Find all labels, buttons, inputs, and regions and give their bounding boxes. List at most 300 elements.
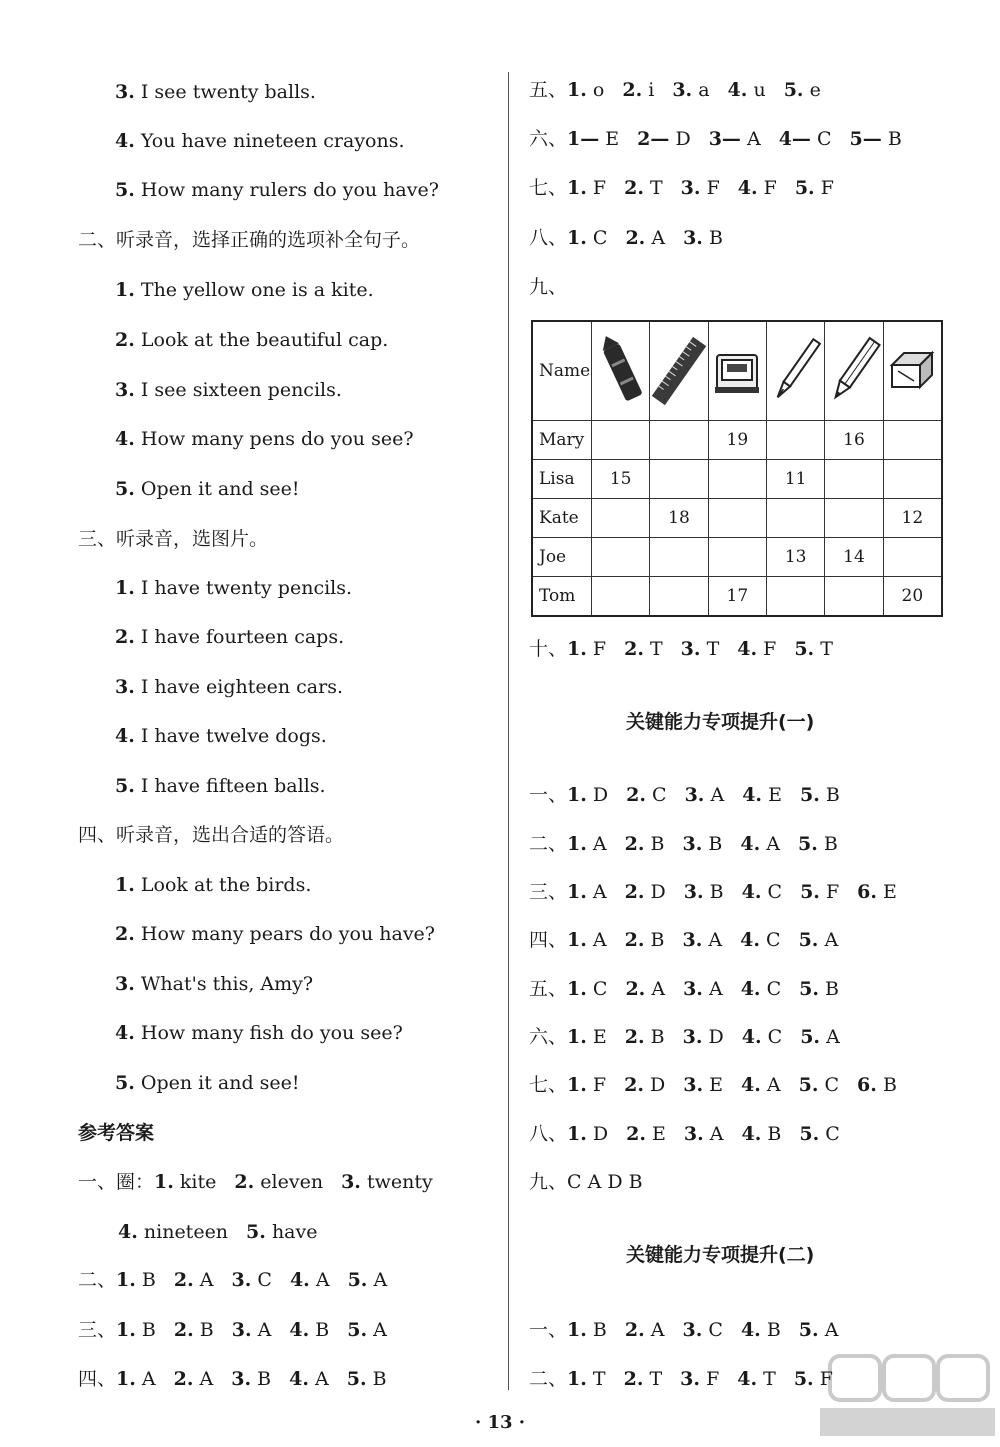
answer-item xyxy=(800,881,839,903)
answer-value: F xyxy=(763,638,777,660)
answer-value: A xyxy=(709,1123,724,1145)
sec3-item: 3. I have eighteen cars. xyxy=(115,676,343,698)
answer-item xyxy=(857,1074,897,1096)
answer-number: 5— xyxy=(849,128,882,150)
sec2-item: 4. How many pens do you see? xyxy=(115,428,414,450)
answer-item xyxy=(742,881,782,903)
answer-line xyxy=(529,783,858,807)
sec4-item: 5. Open it and see! xyxy=(115,1072,300,1094)
answer-value: A xyxy=(199,1269,214,1291)
answer-number: 1. xyxy=(567,978,587,1000)
answer-prefix: 二、 xyxy=(78,1269,117,1291)
table-cell: 15 xyxy=(592,460,650,499)
answer-item xyxy=(116,1269,156,1291)
answer-prefix: 一、 xyxy=(529,784,568,806)
answer-value: B xyxy=(315,1319,330,1341)
answer-item xyxy=(799,1123,839,1145)
answer-value: B xyxy=(708,227,723,249)
answer-prefix: 二、 xyxy=(529,833,568,855)
table-cell xyxy=(883,460,942,499)
table-cell xyxy=(592,421,650,460)
answer-item xyxy=(737,1368,776,1390)
answer-value: A xyxy=(373,1269,388,1291)
answer-item xyxy=(800,1026,840,1048)
answer-value: A xyxy=(141,1368,156,1390)
answer-item xyxy=(567,1026,607,1048)
answer-number: 1. xyxy=(567,1319,587,1341)
table-header-name: Name xyxy=(532,321,592,421)
answer-number: 5. xyxy=(799,978,819,1000)
answer-value: o xyxy=(592,79,605,101)
answer-item xyxy=(779,128,832,150)
answer-line xyxy=(529,1318,856,1342)
answer-item xyxy=(685,784,725,806)
table-cell xyxy=(883,538,942,577)
answer-number: 1. xyxy=(567,784,587,806)
answer-number: 3. xyxy=(680,177,701,199)
answer-number: 1. xyxy=(567,1074,587,1096)
table-cell: 17 xyxy=(708,577,766,617)
answer-item xyxy=(624,1368,663,1390)
line-5: 5. How many rulers do you have? xyxy=(115,179,439,201)
answer-item xyxy=(857,881,897,903)
answer-value: T xyxy=(592,1368,606,1390)
answer-prefix: 六、 xyxy=(529,1026,568,1048)
answer-value: A xyxy=(708,929,723,951)
answer-item xyxy=(567,881,607,903)
answer-item xyxy=(567,833,607,855)
answer-value: F xyxy=(592,1074,607,1096)
answer-number: 3. xyxy=(682,929,703,951)
answer-number: 1. xyxy=(567,1368,587,1390)
answer-number: 2. xyxy=(625,978,646,1000)
answer-item xyxy=(174,1319,214,1341)
sec4-item: 3. What's this, Amy? xyxy=(115,973,314,995)
answer-number: 2. xyxy=(624,881,645,903)
answer-number: 5. xyxy=(347,1269,368,1291)
section-4-title: 四、听录音，选出合适的答语。 xyxy=(78,824,345,846)
answer-item xyxy=(290,1269,330,1291)
answer-number: 1. xyxy=(567,881,587,903)
answer-line xyxy=(529,226,741,250)
answer-item xyxy=(741,978,781,1000)
answer-value: A xyxy=(708,978,723,1000)
table-row xyxy=(532,460,942,499)
answer-value: F xyxy=(825,881,840,903)
answer-item xyxy=(683,833,723,855)
table-cell-name: Joe xyxy=(532,538,592,577)
answer-number: 4. xyxy=(740,1074,761,1096)
answer-value: C xyxy=(767,881,783,903)
answer-value: C xyxy=(767,1026,783,1048)
answer-item xyxy=(626,784,666,806)
answer-item xyxy=(850,128,902,150)
answer-number: 5. xyxy=(800,1026,821,1048)
answer-item xyxy=(799,1074,839,1096)
answer-item xyxy=(567,227,607,249)
sec2-item: 3. I see sixteen pencils. xyxy=(115,379,342,401)
answer-item xyxy=(348,1269,388,1291)
line-4: 4. You have nineteen crayons. xyxy=(115,130,405,152)
answer-value: B xyxy=(199,1319,214,1341)
answer-item xyxy=(637,128,691,150)
table-cell xyxy=(650,538,708,577)
answer-item xyxy=(740,929,780,951)
answer-number: 3— xyxy=(708,128,741,150)
sec3-item: 4. I have twelve dogs. xyxy=(115,725,327,747)
answer-item xyxy=(289,1368,329,1390)
answer-value: E xyxy=(768,784,782,806)
answer-item xyxy=(174,1368,214,1390)
answer-number: 3. xyxy=(683,1074,704,1096)
answer-value: T xyxy=(649,1368,663,1390)
table-cell: 14 xyxy=(825,538,883,577)
table-cell xyxy=(650,460,708,499)
answer-value: C xyxy=(816,128,832,150)
answer-item xyxy=(231,1368,271,1390)
answer-number: 4. xyxy=(741,1123,762,1145)
answer-number: 3. xyxy=(683,227,703,249)
table-cell xyxy=(883,421,942,460)
table-header-row xyxy=(532,321,942,421)
answer-item xyxy=(794,638,833,660)
answer-item xyxy=(799,978,839,1000)
answer-number: 5. xyxy=(794,177,815,199)
answer-line xyxy=(529,127,920,151)
answer-line xyxy=(529,1025,858,1049)
answer-item xyxy=(799,929,839,951)
answer-value: B xyxy=(825,784,840,806)
answer-value: A xyxy=(315,1368,329,1390)
sec3-item: 2. I have fourteen caps. xyxy=(115,626,345,648)
answer-value: A xyxy=(746,128,761,150)
answer-item xyxy=(683,227,723,249)
answer-item xyxy=(625,227,665,249)
answer-item xyxy=(567,1123,608,1145)
sec4-item: 1. Look at the birds. xyxy=(115,874,312,896)
answer-value: F xyxy=(592,177,607,199)
answer-value: D xyxy=(592,784,609,806)
answer-value: B xyxy=(592,1319,607,1341)
answer-line xyxy=(529,880,915,904)
column-divider xyxy=(508,72,509,1390)
page-number: · 13 · xyxy=(474,1412,526,1433)
answer-value: F xyxy=(706,177,720,199)
answer-item xyxy=(683,978,723,1000)
answer-value: B xyxy=(650,1026,665,1048)
answer-prefix: 四、 xyxy=(78,1368,117,1390)
answer-item xyxy=(622,79,654,101)
answer-number: 1. xyxy=(567,79,587,101)
answer-value: B xyxy=(372,1368,387,1390)
answer-item xyxy=(741,1074,781,1096)
table-cell-name: Kate xyxy=(532,499,592,538)
answer-value: C xyxy=(825,1123,840,1145)
answer-number: 5. xyxy=(794,638,815,660)
sec3-item: 1. I have twenty pencils. xyxy=(115,577,353,599)
table-cell: 18 xyxy=(650,499,708,538)
answer-item xyxy=(681,177,720,199)
answer-value: A xyxy=(650,1319,665,1341)
table-cell: 11 xyxy=(766,460,824,499)
answer-value: D xyxy=(708,1026,724,1048)
answer-value: F xyxy=(763,177,777,199)
table-cell xyxy=(708,538,766,577)
answer-line xyxy=(529,832,856,856)
answer-value: F xyxy=(820,177,834,199)
pen-icon xyxy=(766,321,824,421)
sec4-item: 2. How many pears do you have? xyxy=(115,923,435,945)
table-cell xyxy=(592,538,650,577)
answer-value: E xyxy=(605,128,620,150)
answer-number: 2. xyxy=(624,929,645,951)
answer-line xyxy=(529,928,856,952)
answer-value: A xyxy=(651,227,666,249)
answer-number: 5. xyxy=(798,1319,819,1341)
answer-value: A xyxy=(315,1269,330,1291)
answer-prefix: 八、 xyxy=(529,1123,568,1145)
answer-value: a xyxy=(698,79,710,101)
answer-number: 4. xyxy=(741,1026,762,1048)
answer-number: 2. xyxy=(624,1319,645,1341)
answer-value: A xyxy=(824,1319,839,1341)
stationery-count-table xyxy=(531,320,943,617)
answer-item xyxy=(624,638,663,660)
table-cell xyxy=(825,460,883,499)
table-cell-name: Tom xyxy=(532,577,592,617)
answer-line xyxy=(78,1268,405,1292)
answer-value: E xyxy=(592,1026,607,1048)
answer-value: e xyxy=(809,79,821,101)
answer-value: F xyxy=(706,1368,720,1390)
answer-value: T xyxy=(649,177,663,199)
answer-number: 1— xyxy=(567,128,600,150)
answer-number: 1. xyxy=(116,1319,136,1341)
answer-number: 3. xyxy=(682,1319,703,1341)
answer-item xyxy=(567,79,604,101)
answer-number: 5. xyxy=(798,1074,819,1096)
answer-number: 2. xyxy=(623,1368,644,1390)
answer-value: D xyxy=(592,1123,609,1145)
table-cell xyxy=(766,577,824,617)
answer-number: 4. xyxy=(740,929,760,951)
answer-value: D xyxy=(649,1074,666,1096)
answer-number: 5. xyxy=(347,1319,368,1341)
answer-item xyxy=(683,929,723,951)
answer-item xyxy=(680,1368,719,1390)
answer-item xyxy=(567,1074,606,1096)
answer-item xyxy=(799,1319,839,1341)
answer-line xyxy=(529,977,857,1001)
section-3-title: 三、听录音，选图片。 xyxy=(78,528,269,550)
answer-number: 6. xyxy=(857,881,877,903)
answer-item xyxy=(800,784,840,806)
answer-value: B xyxy=(766,1319,781,1341)
answer-number: 4. xyxy=(737,1368,758,1390)
answer-value: B xyxy=(708,833,723,855)
answer-number: 3. xyxy=(672,79,693,101)
answer-item xyxy=(737,638,776,660)
answer-item xyxy=(289,1319,329,1341)
answer-item xyxy=(625,978,665,1000)
answer-prefix: 六、 xyxy=(529,128,568,150)
answer-item xyxy=(624,1074,665,1096)
answer-value: C xyxy=(824,1074,840,1096)
answer-number: 4. xyxy=(727,79,748,101)
table-cell: 13 xyxy=(766,538,824,577)
answer-item xyxy=(684,881,724,903)
answer-item xyxy=(672,79,709,101)
answer-item xyxy=(742,784,782,806)
table-cell: 16 xyxy=(825,421,883,460)
answer-value: T xyxy=(649,638,663,660)
ref-answer-1: 一、圈：1. kite 2. eleven 3. twenty xyxy=(78,1171,433,1193)
section-9b: 九、C A D B xyxy=(529,1171,643,1193)
section-title-2: 关键能力专项提升(二) xyxy=(626,1244,815,1266)
answer-line xyxy=(529,1122,858,1146)
answer-value: B xyxy=(823,833,838,855)
answer-item xyxy=(625,833,665,855)
answer-number: 2. xyxy=(624,638,644,660)
table-cell: 19 xyxy=(708,421,766,460)
answer-item xyxy=(624,177,663,199)
answer-number: 4. xyxy=(289,1269,310,1291)
answer-number: 2. xyxy=(173,1368,194,1390)
answer-item xyxy=(709,128,761,150)
crayon-icon xyxy=(592,321,650,421)
answer-number: 2. xyxy=(622,79,643,101)
answer-value: T xyxy=(706,638,720,660)
table-cell xyxy=(650,577,708,617)
answer-number: 1. xyxy=(116,1368,136,1390)
answer-value: B xyxy=(825,978,839,1000)
answer-item xyxy=(567,1319,607,1341)
answer-number: 1. xyxy=(567,929,587,951)
sec2-item: 1. The yellow one is a kite. xyxy=(115,279,374,301)
answer-number: 5. xyxy=(800,881,820,903)
answer-value: A xyxy=(651,978,666,1000)
answer-number: 3. xyxy=(682,833,703,855)
answer-item xyxy=(625,1319,665,1341)
answer-value: F xyxy=(819,1368,833,1390)
answer-item xyxy=(625,881,666,903)
answer-number: 2. xyxy=(624,1026,645,1048)
answer-number: 4. xyxy=(740,978,761,1000)
answer-prefix: 三、 xyxy=(78,1319,117,1341)
table-cell xyxy=(592,499,650,538)
answer-number: 5. xyxy=(783,79,804,101)
answer-item xyxy=(626,1123,666,1145)
answer-item xyxy=(740,833,780,855)
answer-prefix: 八、 xyxy=(529,227,568,249)
answer-value: E xyxy=(883,881,897,903)
answer-item xyxy=(567,638,606,660)
answer-number: 3. xyxy=(680,1368,701,1390)
sec4-item: 4. How many fish do you see? xyxy=(115,1022,403,1044)
book-icon xyxy=(708,321,766,421)
answer-line-10 xyxy=(529,637,851,661)
table-cell-name: Mary xyxy=(532,421,592,460)
answer-number: 5. xyxy=(346,1368,367,1390)
answer-item xyxy=(567,784,608,806)
table-row xyxy=(532,577,942,617)
answer-number: 2. xyxy=(624,833,645,855)
answer-number: 5. xyxy=(799,784,820,806)
answer-value: A xyxy=(373,1319,387,1341)
answer-value: D xyxy=(650,881,666,903)
answer-item xyxy=(567,128,619,150)
table-cell xyxy=(708,499,766,538)
answer-value: F xyxy=(592,638,607,660)
answer-number: 3. xyxy=(231,1269,252,1291)
answer-number: 3. xyxy=(683,1123,704,1145)
answer-item xyxy=(784,79,821,101)
answer-prefix: 四、 xyxy=(529,929,568,951)
answer-item xyxy=(683,1319,723,1341)
answer-value: A xyxy=(710,784,725,806)
table-cell-name: Lisa xyxy=(532,460,592,499)
table-cell: 20 xyxy=(883,577,942,617)
answer-line xyxy=(78,1318,405,1342)
answer-item xyxy=(738,177,777,199)
answer-item xyxy=(116,1319,156,1341)
answer-value: A xyxy=(199,1368,214,1390)
answer-line xyxy=(529,1073,915,1097)
answer-value: E xyxy=(652,1123,666,1145)
answer-value: A xyxy=(592,881,607,903)
answer-number: 3. xyxy=(684,784,705,806)
answer-number: 1. xyxy=(567,833,587,855)
answer-number: 2. xyxy=(626,784,646,806)
answer-value: C xyxy=(592,978,608,1000)
answer-prefix: 七、 xyxy=(529,177,568,199)
answer-number: 4. xyxy=(289,1368,309,1390)
eraser-icon xyxy=(883,321,942,421)
table-cell: 12 xyxy=(883,499,942,538)
answer-prefix: 十、 xyxy=(529,638,568,660)
answer-number: 1. xyxy=(567,1123,587,1145)
table-row xyxy=(532,421,942,460)
answer-line xyxy=(529,1367,851,1391)
answer-number: 2. xyxy=(173,1319,194,1341)
answer-value: A xyxy=(766,1074,781,1096)
answer-item xyxy=(347,1368,387,1390)
answer-item xyxy=(567,177,606,199)
reference-answers-title: 参考答案 xyxy=(78,1122,155,1144)
answer-item xyxy=(742,1026,782,1048)
table-cell xyxy=(825,499,883,538)
answer-item xyxy=(567,1368,606,1390)
answer-number: 3. xyxy=(231,1319,252,1341)
answer-line xyxy=(78,1367,405,1391)
answer-number: 2. xyxy=(624,1074,644,1096)
answer-item xyxy=(567,978,607,1000)
table-cell xyxy=(766,421,824,460)
answer-item xyxy=(795,177,834,199)
answer-value: C xyxy=(766,978,782,1000)
answer-prefix: 二、 xyxy=(529,1368,568,1390)
answer-prefix: 五、 xyxy=(529,978,568,1000)
answer-number: 2. xyxy=(624,177,644,199)
answer-number: 1. xyxy=(567,1026,587,1048)
answer-number: 2. xyxy=(173,1269,194,1291)
answer-value: A xyxy=(257,1319,272,1341)
answer-number: 4. xyxy=(737,638,758,660)
answer-value: B xyxy=(767,1123,782,1145)
table-cell xyxy=(708,460,766,499)
answer-number: 1. xyxy=(567,227,587,249)
answer-item xyxy=(347,1319,387,1341)
